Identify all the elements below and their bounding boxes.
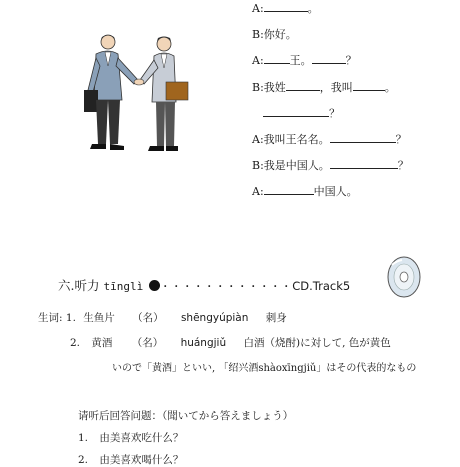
- dialogue-line-5: ？: [263, 105, 340, 121]
- answer-blank[interactable]: [330, 158, 398, 169]
- answer-blank[interactable]: [264, 1, 308, 12]
- cd-disc-icon: [386, 255, 422, 299]
- vocab-pos: （名）: [131, 337, 164, 349]
- answer-blank[interactable]: [264, 53, 290, 64]
- right-businessman-figure: [140, 37, 188, 152]
- vocab-note: いので「黄酒」といい, 「绍兴酒shàoxīngjiǔ」はその代表的なもの: [112, 363, 417, 374]
- answer-blank[interactable]: [330, 132, 396, 143]
- audio-bullet-icon: [149, 280, 160, 291]
- vocab-word: 黄酒: [91, 337, 113, 349]
- left-businessman-figure: [84, 35, 138, 150]
- vocab-pinyin: shēngyúpiàn: [180, 312, 249, 324]
- dialogue-line-3: A: 王。 ？: [252, 54, 357, 67]
- vocab-row-1: 生词: 1. 生鱼片 （名） shēngyúpiàn 刺身: [38, 312, 287, 324]
- answer-blank[interactable]: [286, 80, 320, 91]
- vocab-label: 生词:: [38, 312, 63, 324]
- answer-blank[interactable]: [312, 53, 346, 64]
- dialogue-line-6: A:我叫王名名。 ？: [252, 133, 407, 146]
- section-header: [58, 276, 350, 294]
- dialogue-line-4: B:我姓 ，我叫 。: [252, 81, 396, 94]
- answer-blank[interactable]: [264, 184, 314, 195]
- vocab-pos: （名）: [132, 312, 164, 324]
- vocab-word: 生鱼片: [83, 312, 115, 324]
- question-prompt: 请听后回答问题：（聞いてから答えましょう）: [78, 410, 294, 422]
- section-pinyin: tīnglì: [103, 280, 144, 293]
- answer-blank[interactable]: [263, 106, 329, 117]
- answer-blank[interactable]: [353, 80, 385, 91]
- dialogue-line-7: B:我是中国人。 ？: [252, 159, 409, 172]
- vocab-row-2: 2. 黄酒 （名） huángjiǔ 白酒（烧酎)に対して, 色が黄色: [70, 337, 391, 349]
- vocab-meaning: 刺身: [265, 312, 287, 324]
- dialogue-line-1: A: 。: [252, 2, 319, 15]
- question-item-1: 1. 由美喜欢吃什么？: [78, 432, 184, 444]
- handshake-illustration: [78, 30, 198, 155]
- question-item-2: 2. 由美喜欢喝什么？: [78, 454, 184, 466]
- cd-track-label: CD.Track5: [292, 279, 351, 293]
- dialogue-line-2: B:你好。: [252, 28, 297, 41]
- leader-dots: ・・・・・・・・・・・・: [160, 282, 293, 293]
- section-number: 六.: [58, 278, 75, 293]
- section-title: 听力: [74, 278, 100, 293]
- vocab-pinyin: huángjiǔ: [180, 337, 227, 349]
- dialogue-line-8: A: 中国人。: [252, 185, 358, 198]
- vocab-meaning: 白酒（烧酎)に対して, 色が黄色: [243, 337, 391, 349]
